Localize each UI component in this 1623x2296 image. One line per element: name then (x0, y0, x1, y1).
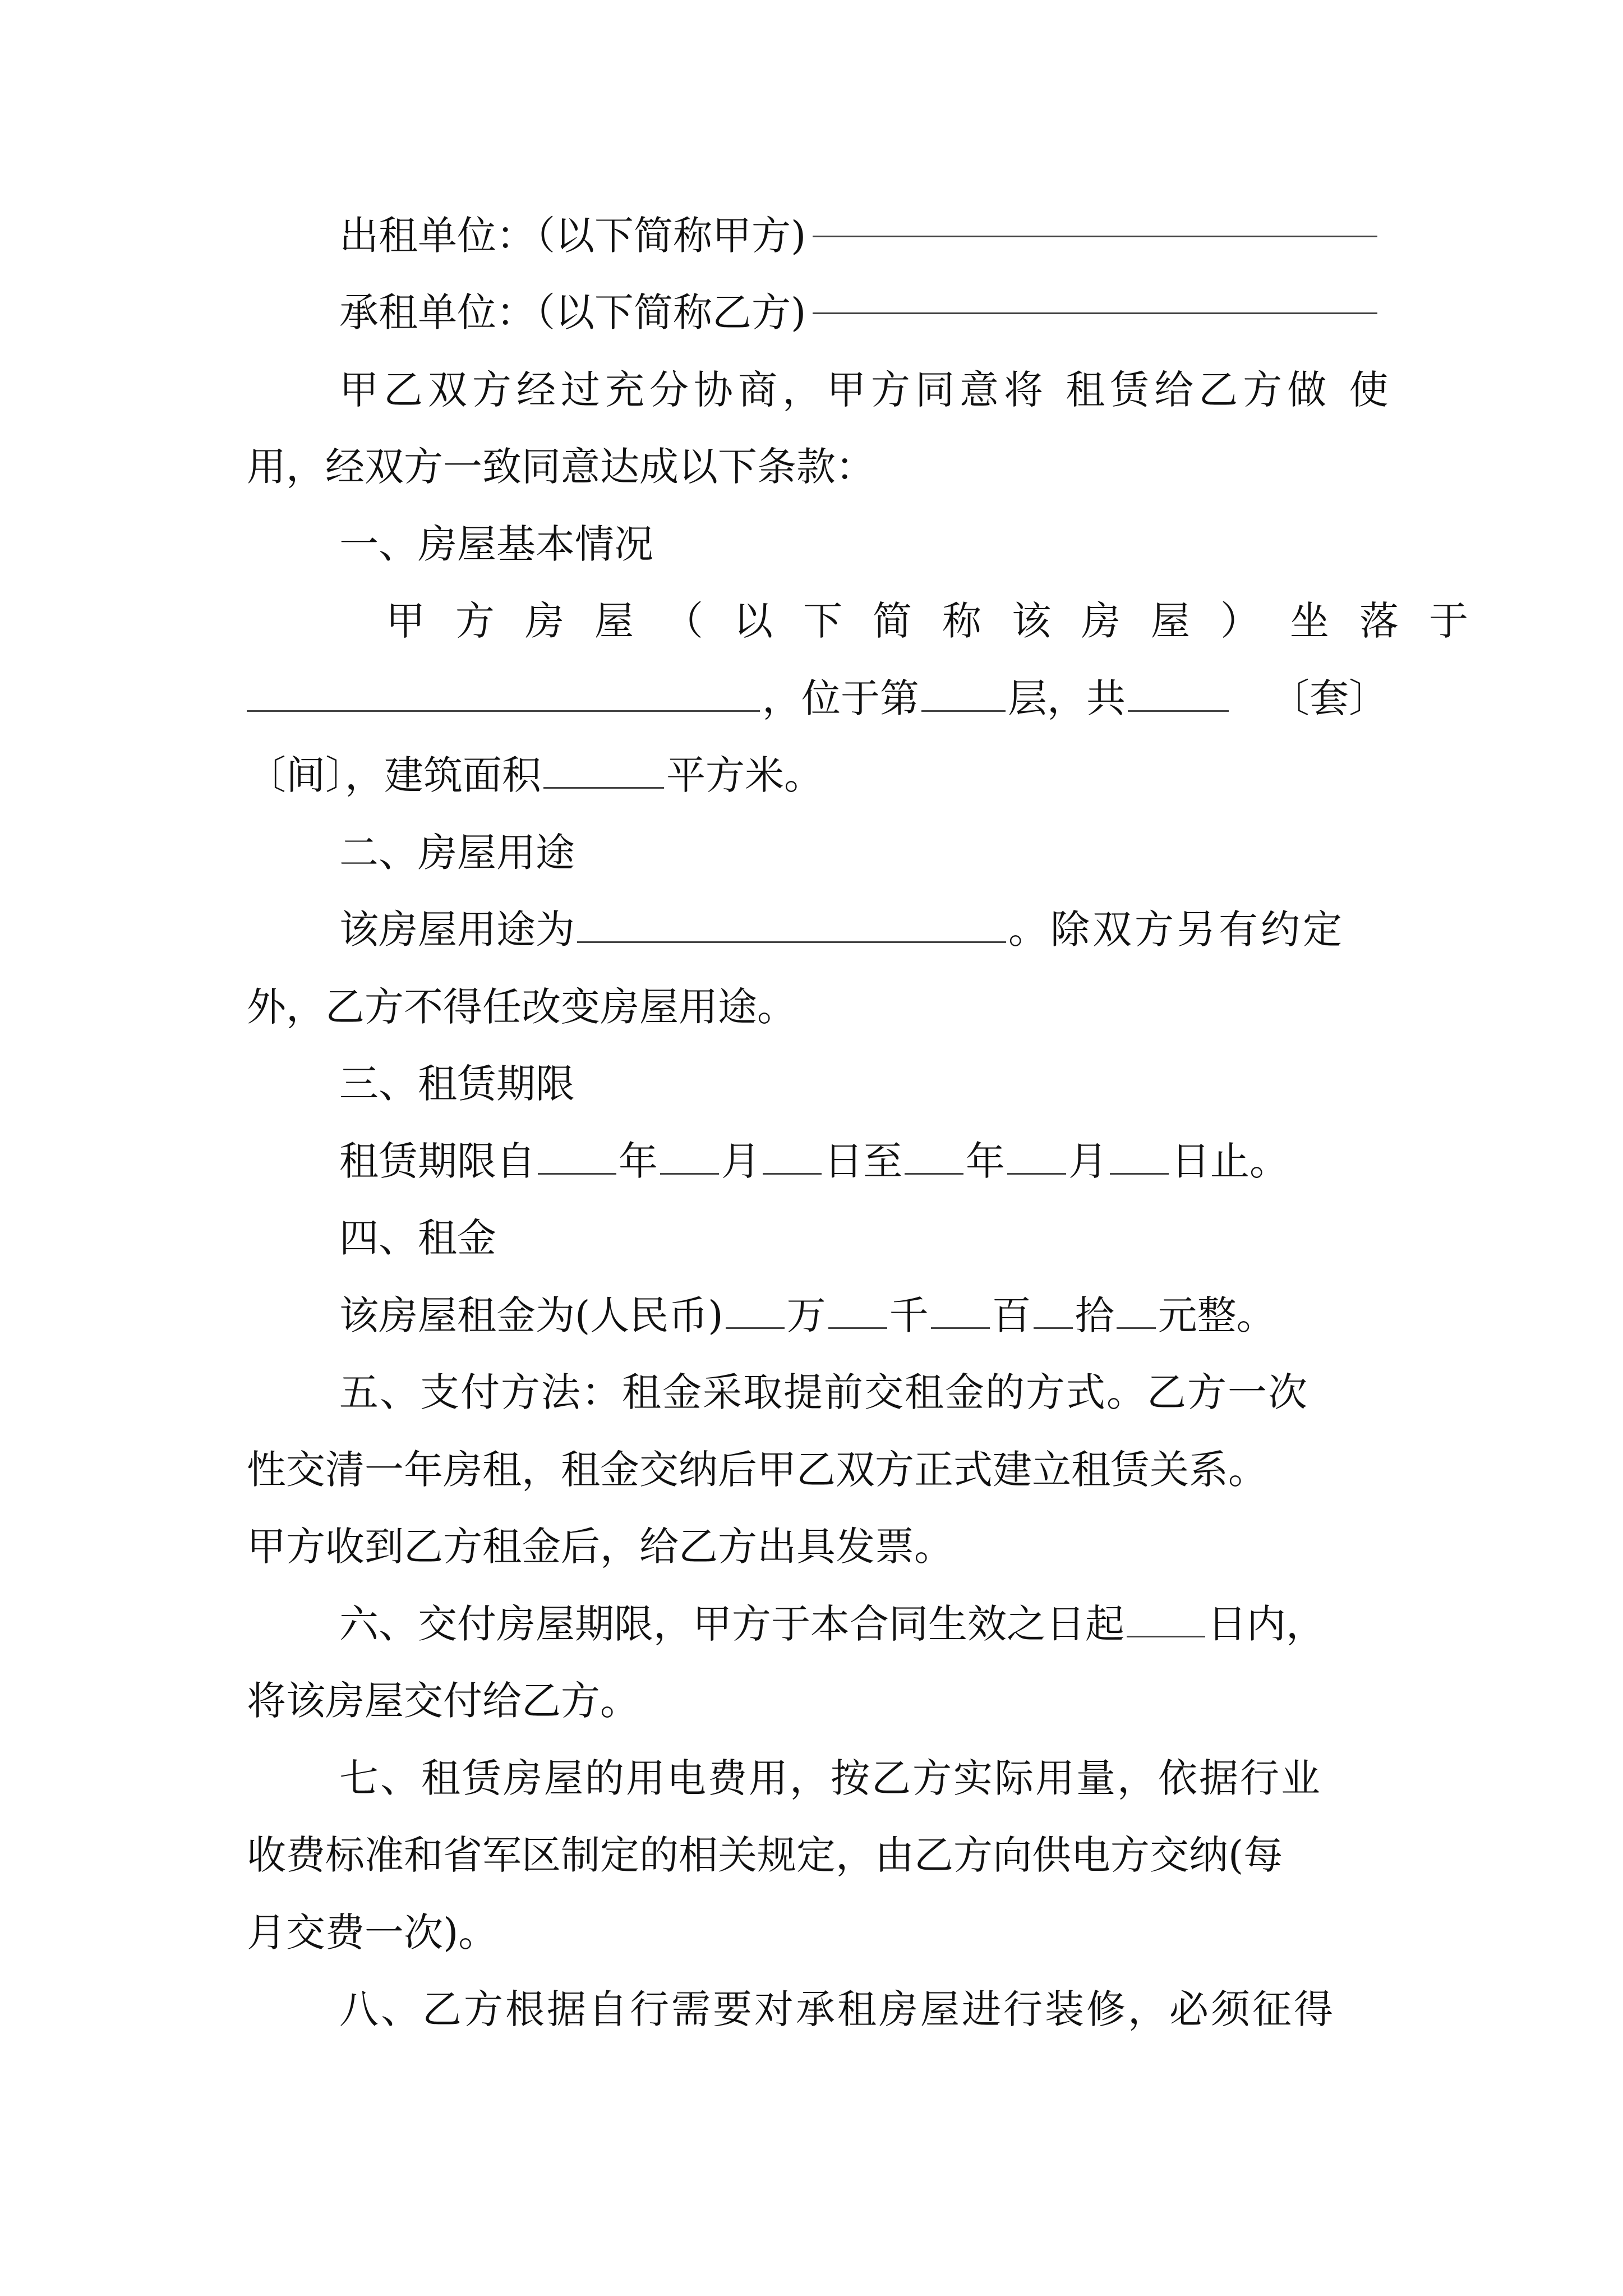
rent-bai-label: 百 (992, 1292, 1031, 1338)
section-5-line-2: 性交清一年房租，租金交纳后甲乙双方正式建立租赁关系。 (247, 1447, 1267, 1493)
rent-yuan-blank (1117, 1288, 1156, 1329)
section-7-line-3: 月交费一次)。 (247, 1910, 498, 1955)
end-month-label: 月 (1068, 1138, 1108, 1184)
lessor-line (339, 196, 1380, 275)
usage-blank (577, 902, 1006, 943)
unit-type-label: 〔套〕 (1270, 675, 1388, 721)
usage-suffix: 。除双方另有约定 (1008, 907, 1345, 953)
start-day-label: 日至 (824, 1138, 902, 1184)
rent-shi-blank (1034, 1288, 1073, 1329)
lessee-line (339, 273, 1380, 352)
floor-prefix: ，位于第 (762, 675, 919, 721)
section-4-para (339, 1276, 1380, 1355)
start-year-label: 年 (619, 1138, 658, 1184)
rent-qian-label: 千 (889, 1292, 929, 1338)
end-year-label: 年 (966, 1138, 1005, 1184)
section-6-line-2: 将该房屋交付给乙方。 (247, 1678, 639, 1724)
lessee-blank (813, 273, 1377, 314)
end-year-blank (905, 1134, 963, 1175)
section-6-line-1 (339, 1585, 1380, 1663)
usage-prefix: 该房屋用途为 (339, 907, 575, 953)
location-blank (247, 671, 760, 712)
intro-line-1: 甲乙双方经过充分协商，甲方同意将 租赁给乙方做 使 (339, 367, 1394, 413)
intro-line-2: 用，经双方一致同意达成以下条款： (247, 444, 875, 490)
start-month-blank (660, 1134, 719, 1175)
section-3-title: 三、租赁期限 (339, 1061, 575, 1107)
unit-count-blank (1128, 671, 1229, 712)
section-2-title: 二、房屋用途 (339, 830, 575, 876)
start-day-blank (763, 1134, 822, 1175)
section-7-line-2: 收费标准和省军区制定的相关规定，由乙方向供电方交纳(每 (247, 1832, 1283, 1878)
section-1-para-2 (247, 659, 1388, 738)
delivery-suffix: 日内， (1207, 1601, 1325, 1647)
start-month-label: 月 (721, 1138, 760, 1184)
section-5-line-1: 五、支付方法：租金采取提前交租金的方式。乙方一次 (339, 1369, 1308, 1415)
start-year-blank (538, 1134, 616, 1175)
lessee-label: 承租单位：（以下简称乙方) (339, 289, 806, 335)
section-2-para-2: 外，乙方不得任改变房屋用途。 (247, 984, 796, 1030)
rent-wan-label: 万 (786, 1292, 826, 1338)
end-month-blank (1007, 1134, 1066, 1175)
section-1-para-3 (247, 736, 1380, 815)
end-day-blank (1110, 1134, 1169, 1175)
section-4-title: 四、租金 (339, 1215, 496, 1261)
section-7-line-1: 七、租赁房屋的用电费用，按乙方实际用量，依据行业 (339, 1755, 1322, 1801)
lessor-label: 出租单位：（以下简称甲方) (339, 213, 806, 259)
rent-bai-blank (931, 1288, 990, 1329)
end-day-label: 日止。 (1171, 1138, 1289, 1184)
floor-blank (921, 671, 1006, 712)
area-prefix: 〔间〕，建筑面积 (247, 752, 541, 798)
rent-yuan-label: 元整。 (1158, 1292, 1276, 1338)
section-1-para-1: 甲方房屋（以下简称该房屋）坐落于 (386, 598, 1498, 644)
term-prefix: 租赁期限自 (339, 1138, 536, 1184)
section-2-para-1 (339, 890, 1380, 969)
rent-qian-blank (828, 1288, 887, 1329)
area-blank (543, 748, 664, 789)
rent-prefix: 该房屋租金为(人民币) (339, 1292, 723, 1338)
section-1-title: 一、房屋基本情况 (339, 521, 653, 567)
section-5-line-3: 甲方收到乙方租金后，给乙方出具发票。 (247, 1524, 953, 1570)
lessor-blank (813, 196, 1377, 237)
delivery-prefix: 六、交付房屋期限，甲方于本合同生效之日起 (339, 1601, 1124, 1647)
rent-wan-blank (726, 1288, 785, 1329)
floor-total-label: 层，共 (1008, 675, 1126, 721)
area-unit: 平方米。 (666, 752, 823, 798)
delivery-days-blank (1127, 1596, 1205, 1637)
section-8-line-1: 八、乙方根据自行需要对承租房屋进行装修，必须征得 (339, 1986, 1335, 2032)
section-3-para (339, 1122, 1380, 1200)
rent-shi-label: 拾 (1075, 1292, 1114, 1338)
